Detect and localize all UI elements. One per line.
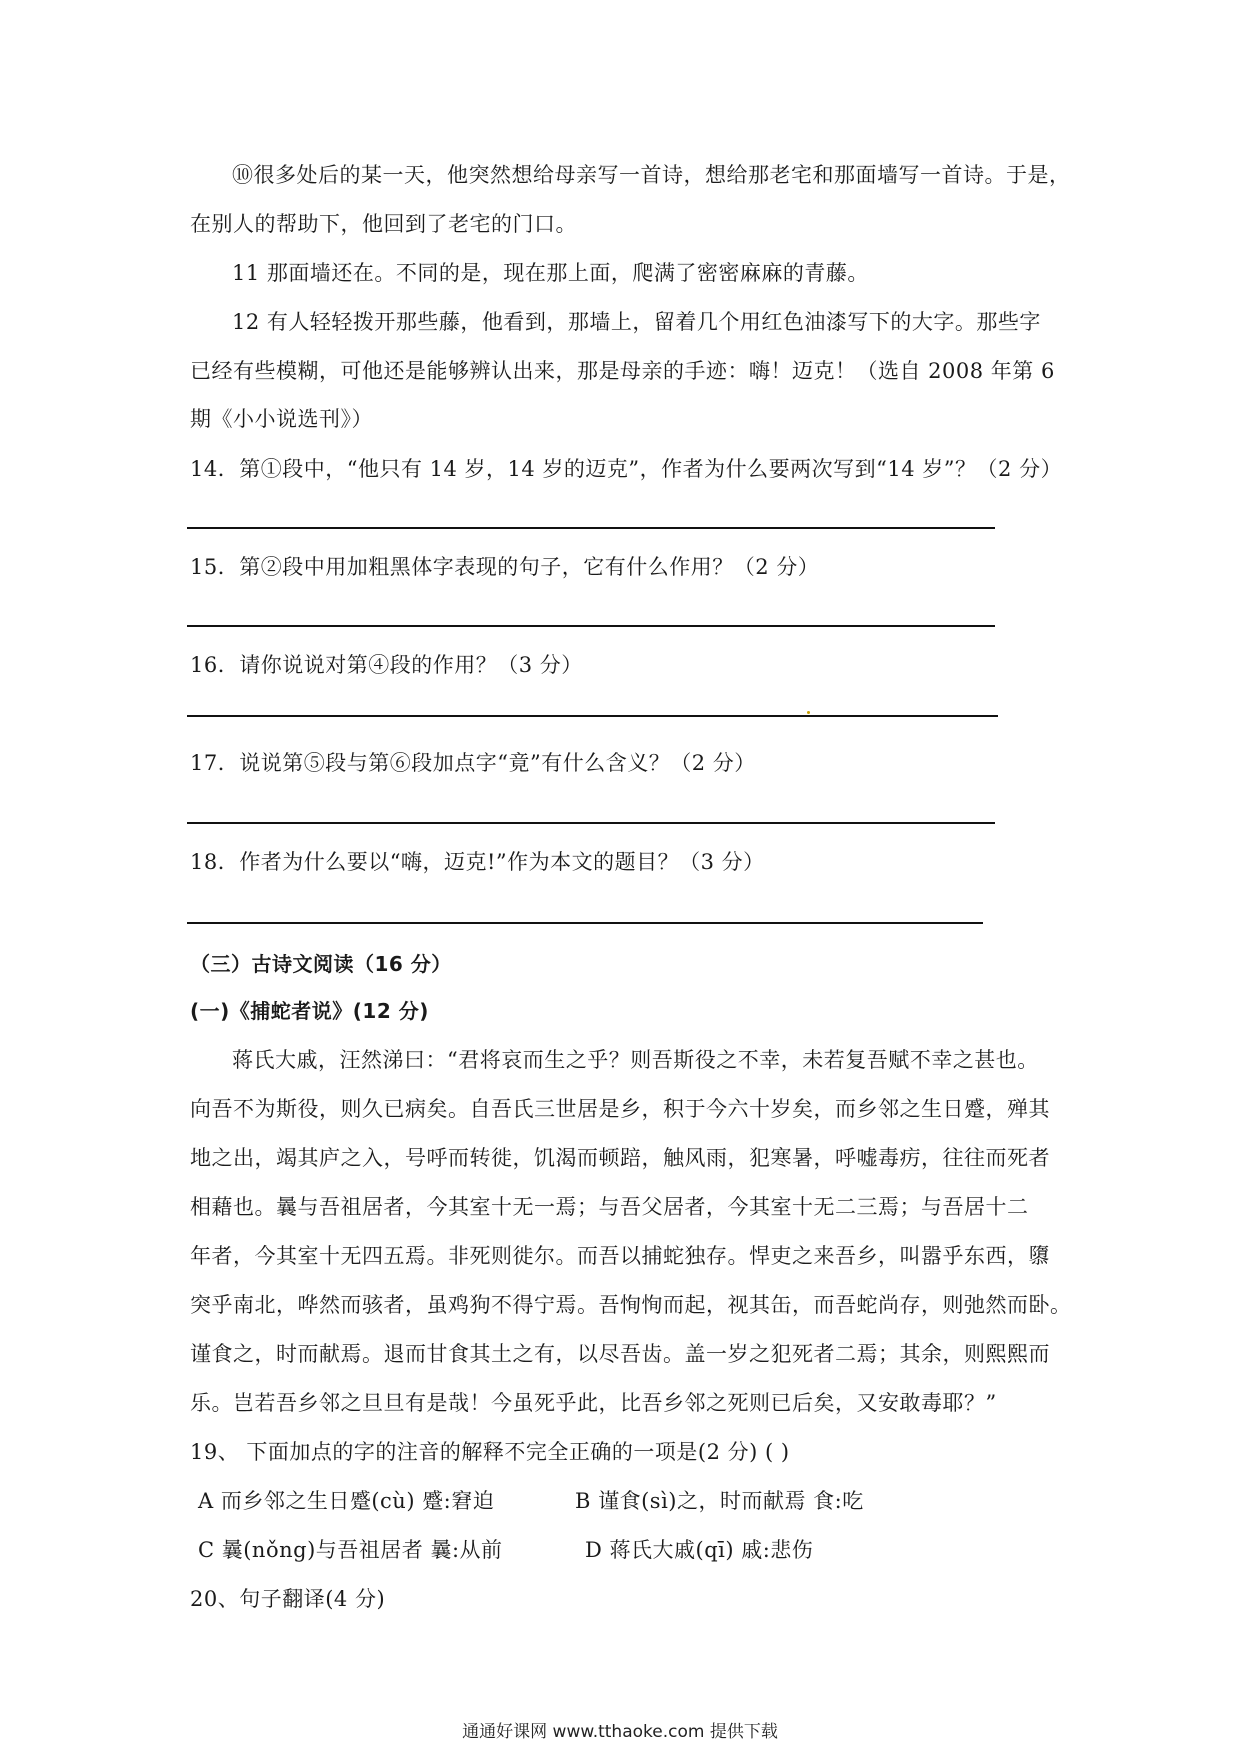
question-19-option-c: C 曩(nǒng)与吾祖居者 曩:从前 [198, 1538, 503, 1562]
passage-paragraph-12-line-3: 期《小小说选刊》） [190, 407, 373, 431]
classical-text-line-3: 地之出，竭其庐之入，号呼而转徙，饥渴而顿踣，触风雨，犯寒暑，呼嘘毒疠，往往而死者 [190, 1146, 1050, 1170]
classical-text-line-6: 突乎南北，哗然而骇者，虽鸡狗不得宁焉。吾恂恂而起，视其缶，而吾蛇尚存，则弛然而卧。 [190, 1293, 1072, 1317]
passage-paragraph-10-line-2: 在别人的帮助下，他回到了老宅的门口。 [190, 212, 577, 236]
question-16: 16．请你说说对第④段的作用？（3 分） [190, 653, 583, 677]
question-19-option-a: A 而乡邻之生日蹙(cù) 蹙:窘迫 [198, 1489, 495, 1513]
sub-section-heading: (一)《捕蛇者说》(12 分) [190, 999, 429, 1023]
answer-line-18 [187, 922, 983, 924]
passage-paragraph-11: 11 那面墙还在。不同的是，现在那上面，爬满了密密麻麻的青藤。 [232, 261, 869, 285]
question-18: 18．作者为什么要以“嗨，迈克!”作为本文的题目？（3 分） [190, 850, 765, 874]
classical-text-line-8: 乐。岂若吾乡邻之旦旦有是哉！今虽死乎此，比吾乡邻之死则已后矣，又安敢毒耶？” [190, 1391, 997, 1415]
footer-credit: 通通好课网 www.tthaoke.com 提供下载 [462, 1722, 778, 1742]
classical-text-line-5: 年者，今其室十无四五焉。非死则徙尔。而吾以捕蛇独存。悍吏之来吾乡，叫嚣乎东西，隳 [190, 1244, 1050, 1268]
question-19-option-d: D 蒋氏大戚(qī) 戚:悲伤 [585, 1538, 814, 1562]
question-19-option-b: B 谨食(sì)之，时而献焉 食:吃 [575, 1489, 864, 1513]
question-20: 20、句子翻译(4 分) [190, 1587, 386, 1611]
classical-text-line-2: 向吾不为斯役，则久已病矣。自吾氏三世居是乡，积于今六十岁矣，而乡邻之生日蹙，殚其 [190, 1097, 1050, 1121]
question-14: 14．第①段中，“他只有 14 岁，14 岁的迈克”，作者为什么要两次写到“14 岁”？（2 分） [190, 457, 1063, 481]
question-19: 19、 下面加点的字的注音的解释不完全正确的一项是(2 分) ( ) [190, 1440, 790, 1464]
classical-text-line-1: 蒋氏大戚，汪然涕曰：“君将哀而生之乎？则吾斯役之不幸，未若复吾赋不幸之甚也。 [232, 1048, 1039, 1072]
question-15: 15．第②段中用加粗黑体字表现的句子，它有什么作用？（2 分） [190, 555, 820, 579]
passage-paragraph-12-line-2: 已经有些模糊，可他还是能够辨认出来，那是母亲的手迹：嗨！迈克！（选自 2008 年第 6 [190, 359, 1055, 383]
question-17: 17．说说第⑤段与第⑥段加点字“竟”有什么含义？（2 分） [190, 751, 756, 775]
stray-mark [807, 711, 810, 714]
classical-text-line-7: 谨食之，时而献焉。退而甘食其土之有，以尽吾齿。盖一岁之犯死者二焉；其余，则熙熙而 [190, 1342, 1050, 1366]
answer-line-16 [187, 715, 998, 717]
answer-line-17 [187, 822, 995, 824]
answer-line-15 [187, 625, 995, 627]
classical-text-line-4: 相藉也。曩与吾祖居者，今其室十无一焉；与吾父居者，今其室十无二三焉；与吾居十二 [190, 1195, 1029, 1219]
passage-paragraph-10-line-1: ⑩很多处后的某一天，他突然想给母亲写一首诗，想给那老宅和那面墙写一首诗。于是， [232, 163, 1071, 187]
passage-paragraph-12-line-1: 12 有人轻轻拨开那些藤，他看到，那墙上，留着几个用红色油漆写下的大字。那些字 [232, 310, 1041, 334]
section-heading: （三）古诗文阅读（16 分） [190, 952, 452, 976]
answer-line-14 [187, 527, 995, 529]
